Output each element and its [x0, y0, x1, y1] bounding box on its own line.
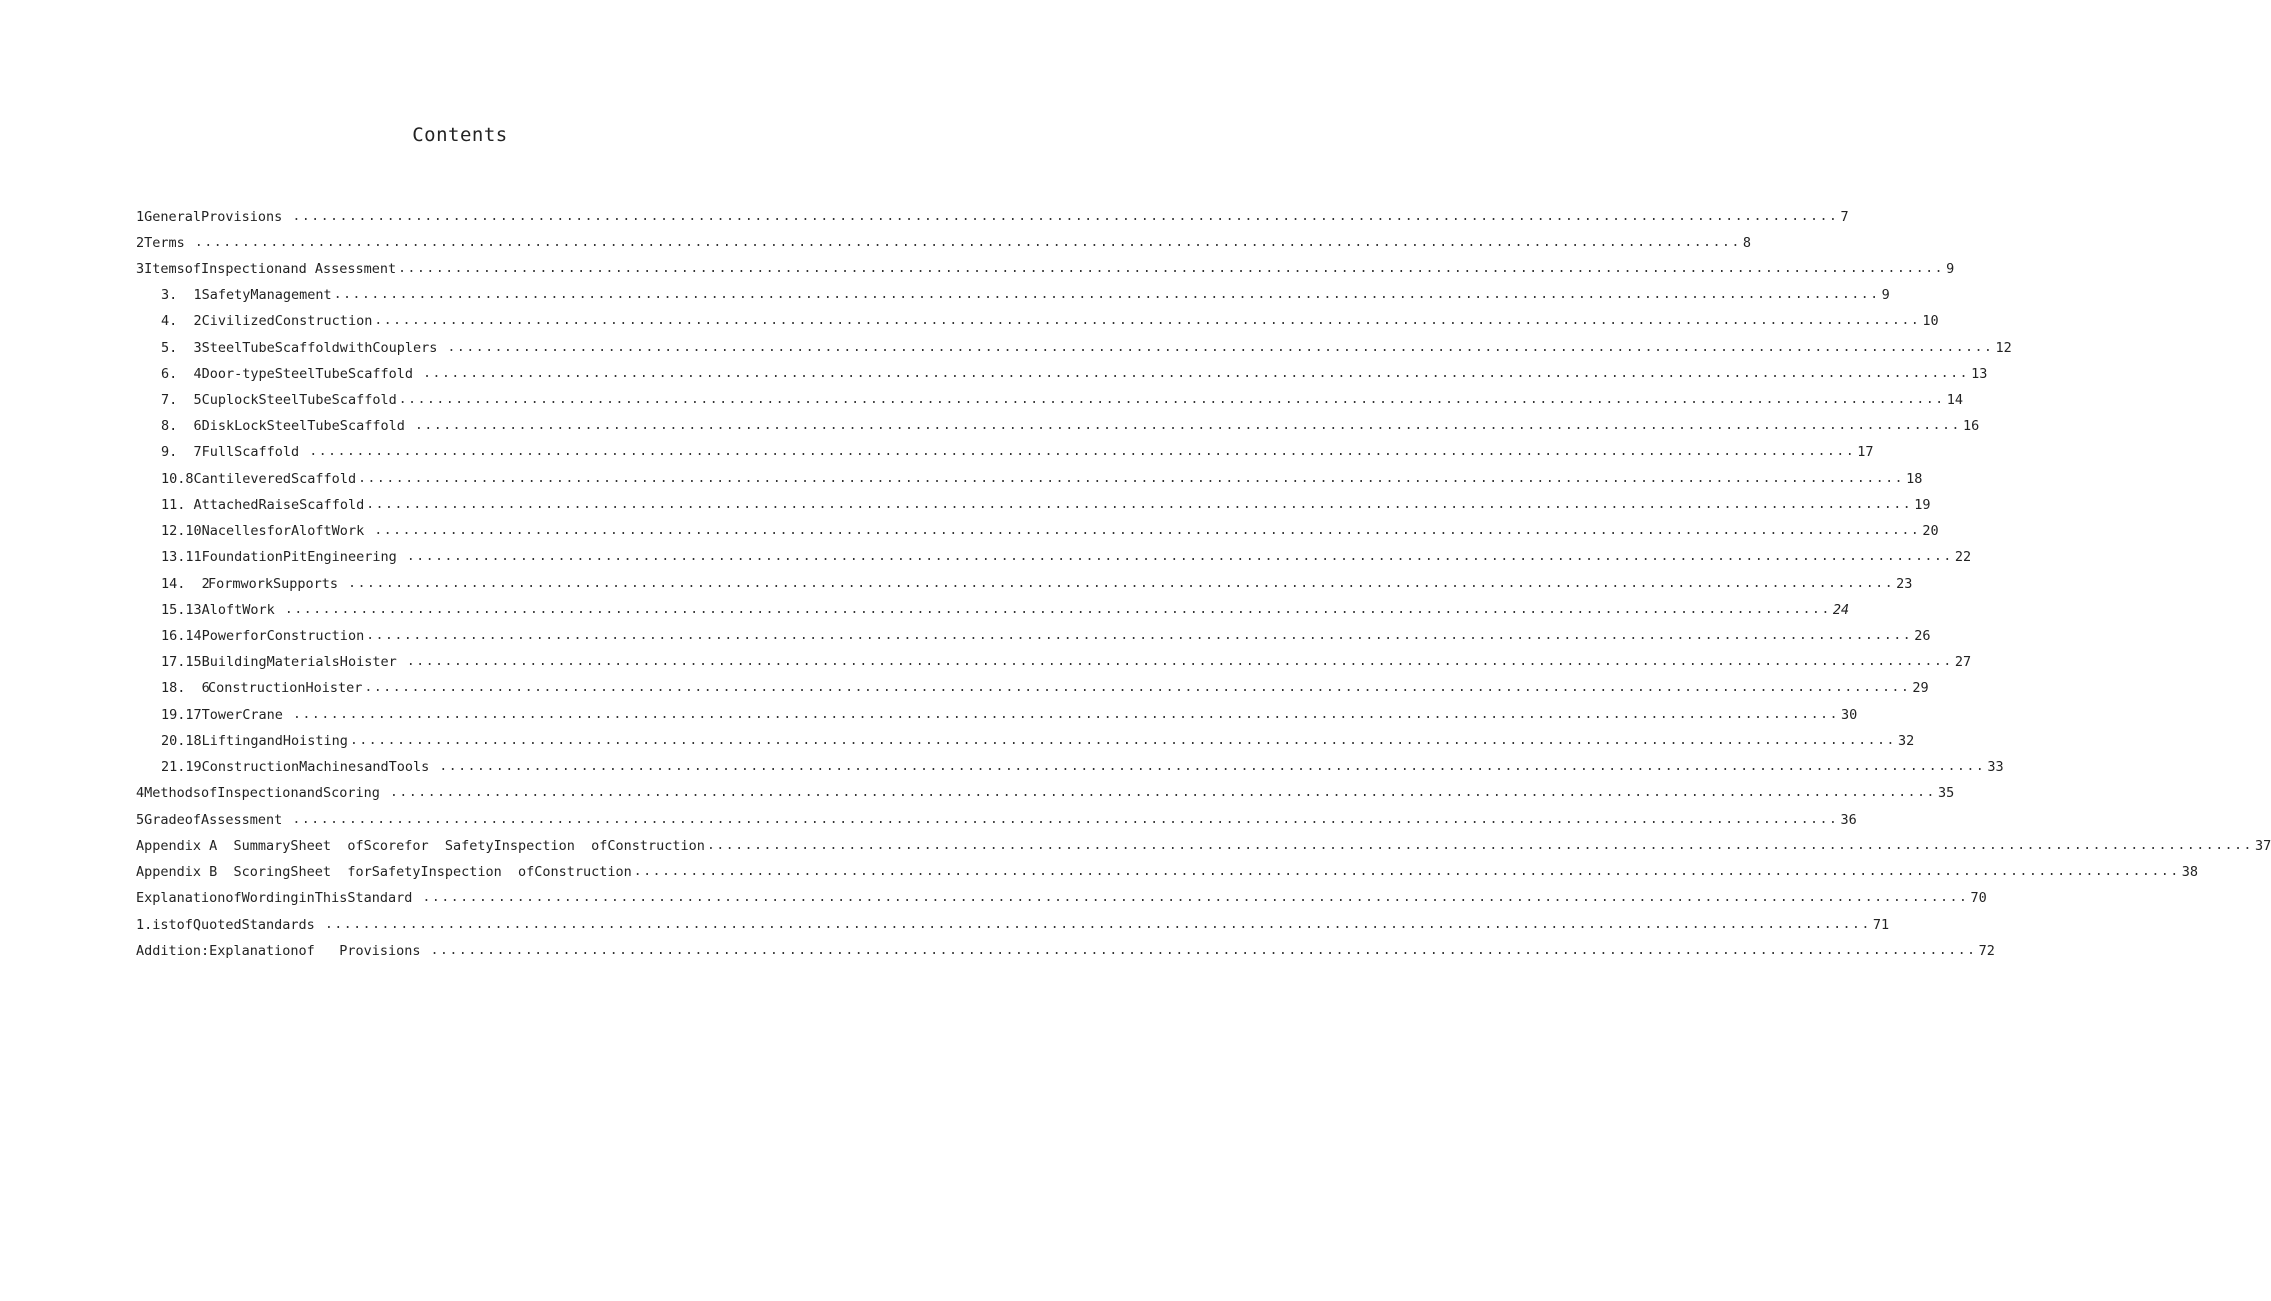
- toc-entry[interactable]: [161, 626, 1931, 646]
- dot-leader: ....................................................................................................................................................................: [366, 497, 1913, 512]
- toc-entry-label: ConstructionMachinesandTools: [201, 759, 438, 775]
- toc-entry-label: GradeofAssessment: [144, 812, 291, 828]
- toc-entry-number: 15.13: [161, 602, 202, 618]
- toc-entry[interactable]: [161, 705, 1858, 725]
- toc-entry-number: 14. 2: [161, 576, 210, 592]
- toc-entry[interactable]: [161, 416, 1980, 436]
- dot-leader: ....................................................................................................................................................................: [364, 680, 1911, 695]
- toc-entry-number: 1: [136, 209, 145, 225]
- toc-entry-label: FoundationPitEngineering: [201, 549, 405, 565]
- toc-entry-page: 27: [1954, 654, 1972, 670]
- toc-entry[interactable]: [136, 783, 1955, 803]
- toc-entry-page: 29: [1912, 680, 1929, 696]
- toc-entry-number: 20.18: [161, 733, 202, 749]
- dot-leader: ....................................................................................................................................................................: [333, 287, 1880, 302]
- toc-entry-page: 70: [1970, 890, 1987, 906]
- toc-entry-page: 30: [1841, 707, 1858, 723]
- toc-entry-label: Terms: [144, 235, 193, 251]
- dot-leader: ....................................................................................................................................................................: [633, 864, 2180, 879]
- toc-entry-number: 16.14: [161, 628, 202, 644]
- toc-entry[interactable]: [161, 469, 1923, 489]
- toc-entry-label: 1SafetyManagement: [193, 287, 332, 303]
- toc-entry-page: 18: [1906, 471, 1923, 487]
- toc-entry-page: 35: [1937, 785, 1955, 801]
- toc-entry-label: DiskLockSteelTubeScaffold: [201, 418, 413, 434]
- toc-entry-label: Door-typeSteelTubeScaffold: [201, 366, 422, 382]
- toc-entry[interactable]: [136, 233, 1752, 253]
- toc-entry-page: 24: [1832, 602, 1850, 618]
- toc-entry-label: BuildingMaterialsHoister: [201, 654, 405, 670]
- toc-entry-number: 7. 5: [161, 392, 202, 408]
- toc-entry[interactable]: [136, 207, 1849, 227]
- toc-entry-label: CantileveredScaffold: [193, 471, 357, 487]
- toc-entry-page: 38: [2181, 864, 2199, 880]
- toc-entry-number: 3.: [161, 287, 194, 303]
- toc-entry-label: AloftWork: [201, 602, 283, 618]
- toc-entry[interactable]: [161, 521, 1939, 541]
- dot-leader: ....................................................................................................................................................................: [292, 812, 1839, 827]
- toc-entry-number: 2: [136, 235, 145, 251]
- toc-entry-label: 1.istofQuotedStandards: [136, 917, 323, 933]
- toc-entry-page: 26: [1914, 628, 1931, 644]
- toc-entry[interactable]: [136, 915, 1890, 935]
- dot-leader: ....................................................................................................................................................................: [366, 628, 1913, 643]
- dot-leader: ....................................................................................................................................................................: [706, 838, 2253, 853]
- toc-entry-number: 5. 3: [161, 340, 202, 356]
- toc-entry-number: 6. 4: [161, 366, 202, 382]
- toc-entry-number: 8. 6: [161, 418, 202, 434]
- toc-entry-label: ItemsofInspectionand Assessment: [144, 261, 397, 277]
- toc-entry-page: 12: [1995, 340, 2012, 356]
- dot-leader: ....................................................................................................................................................................: [358, 471, 1905, 486]
- dot-leader: ....................................................................................................................................................................: [422, 890, 1969, 905]
- toc-entry-page: 19: [1914, 497, 1931, 513]
- toc-entry[interactable]: [136, 888, 1987, 908]
- toc-entry-label: Appendix A SummarySheet ofScorefor SafetyInspection ofConstruction: [136, 838, 705, 854]
- toc-entry-number: 21.19: [161, 759, 202, 775]
- toc-entry-page: 9: [1946, 261, 1955, 277]
- toc-entry-page: 16: [1962, 418, 1980, 434]
- toc-entry[interactable]: [136, 862, 2199, 882]
- toc-entry-label: SteelTubeScaffoldwithCouplers: [201, 340, 446, 356]
- dot-leader: ....................................................................................................................................................................: [447, 340, 1994, 355]
- dot-leader: ....................................................................................................................................................................: [284, 602, 1831, 617]
- toc-entry-label: CuplockSteelTubeScaffold: [201, 392, 397, 408]
- dot-leader: ....................................................................................................................................................................: [430, 943, 1977, 958]
- page-title: Contents: [412, 124, 508, 146]
- toc-entry[interactable]: [161, 652, 1972, 672]
- toc-entry-page: 37: [2254, 838, 2271, 854]
- toc-entry-number: 4.: [161, 313, 194, 329]
- dot-leader: ....................................................................................................................................................................: [374, 523, 1921, 538]
- toc-entry[interactable]: [161, 285, 1890, 305]
- toc-entry-number: 10.8: [161, 471, 194, 487]
- dot-leader: ....................................................................................................................................................................: [389, 785, 1936, 800]
- toc-entry-label: ConstructionHoister: [208, 680, 363, 696]
- dot-leader: ....................................................................................................................................................................: [406, 654, 1953, 669]
- toc-entry[interactable]: [161, 678, 1929, 698]
- toc-entry-label: Addition:Explanationof Provisions: [136, 943, 429, 959]
- toc-entry[interactable]: [161, 442, 1874, 462]
- toc-entry-page: 7: [1840, 209, 1849, 225]
- toc-entry-number: 11.: [161, 497, 186, 513]
- toc-entry-number: 13.11: [161, 549, 202, 565]
- dot-leader: ....................................................................................................................................................................: [309, 444, 1856, 459]
- toc-entry-page: 23: [1896, 576, 1913, 592]
- dot-leader: ....................................................................................................................................................................: [374, 313, 1921, 328]
- toc-entry-page: 17: [1857, 444, 1874, 460]
- toc-entry-number: 17.15: [161, 654, 202, 670]
- toc-entry-label: PowerforConstruction: [201, 628, 365, 644]
- toc-entry-label: NacellesforAloftWork: [201, 523, 373, 539]
- toc-entry-number: 5: [136, 812, 145, 828]
- toc-entry[interactable]: [136, 941, 1995, 961]
- toc-entry-page: 72: [1978, 943, 1995, 959]
- toc-entry[interactable]: [136, 810, 1857, 830]
- toc-entry[interactable]: [161, 731, 1915, 751]
- toc-entry-page: 20: [1922, 523, 1939, 539]
- toc-entry-page: 13: [1971, 366, 1988, 382]
- dot-leader: ....................................................................................................................................................................: [398, 261, 1945, 276]
- toc-entry[interactable]: [161, 574, 1913, 594]
- toc-entry[interactable]: [136, 259, 1955, 279]
- dot-leader: ....................................................................................................................................................................: [439, 759, 1986, 774]
- toc-entry[interactable]: [136, 836, 2271, 856]
- toc-entry-label: AttachedRaiseScaffold: [185, 497, 365, 513]
- toc-entry[interactable]: [161, 390, 1963, 410]
- dot-leader: ....................................................................................................................................................................: [349, 733, 1896, 748]
- toc-entry-page: 22: [1954, 549, 1972, 565]
- toc-entry[interactable]: [161, 757, 2004, 777]
- toc-entry-label: ExplanationofWordinginThisStandard: [136, 890, 421, 906]
- toc-entry-number: 19.17: [161, 707, 202, 723]
- toc-entry[interactable]: [161, 547, 1972, 567]
- dot-leader: ....................................................................................................................................................................: [324, 917, 1871, 932]
- toc-entry-label: TowerCrane: [201, 707, 292, 723]
- toc-entry-page: 71: [1872, 917, 1890, 933]
- toc-entry[interactable]: [161, 364, 1988, 384]
- toc-entry[interactable]: [161, 600, 1850, 620]
- toc-entry-page: 36: [1840, 812, 1857, 828]
- dot-leader: ....................................................................................................................................................................: [398, 392, 1945, 407]
- dot-leader: ....................................................................................................................................................................: [292, 209, 1839, 224]
- toc-entry-label: MethodsofInspectionandScoring: [144, 785, 388, 801]
- dot-leader: ....................................................................................................................................................................: [423, 366, 1970, 381]
- toc-entry-label: 2CivilizedConstruction: [193, 313, 373, 329]
- toc-entry-label: Appendix B ScoringSheet forSafetyInspection ofConstruction: [136, 864, 632, 880]
- toc-entry-number: 3: [136, 261, 145, 277]
- toc-entry-number: 4: [136, 785, 145, 801]
- toc-entry-page: 10: [1922, 313, 1939, 329]
- toc-entry-page: 33: [1987, 759, 2004, 775]
- toc-entry[interactable]: [161, 495, 1931, 515]
- toc-entry[interactable]: [161, 311, 1939, 331]
- toc-entry-label: LiftingandHoisting: [201, 733, 348, 749]
- toc-entry-number: 18. 6: [161, 680, 210, 696]
- toc-entry-page: 32: [1897, 733, 1915, 749]
- toc-entry-page: 9: [1881, 287, 1890, 303]
- toc-entry-page: 8: [1742, 235, 1752, 251]
- toc-entry-label: FullScaffold: [201, 444, 308, 460]
- toc-entry-number: 9. 7: [161, 444, 202, 460]
- toc-entry[interactable]: [161, 338, 2012, 358]
- toc-entry-page: 14: [1946, 392, 1963, 408]
- toc-entry-number: 12.10: [161, 523, 202, 539]
- dot-leader: ....................................................................................................................................................................: [293, 707, 1840, 722]
- dot-leader: ....................................................................................................................................................................: [348, 576, 1895, 591]
- dot-leader: ....................................................................................................................................................................: [414, 418, 1961, 433]
- dot-leader: ....................................................................................................................................................................: [194, 235, 1741, 250]
- dot-leader: ....................................................................................................................................................................: [406, 549, 1953, 564]
- toc-entry-label: FormworkSupports: [208, 576, 347, 592]
- toc-entry-label: GeneralProvisions: [144, 209, 291, 225]
